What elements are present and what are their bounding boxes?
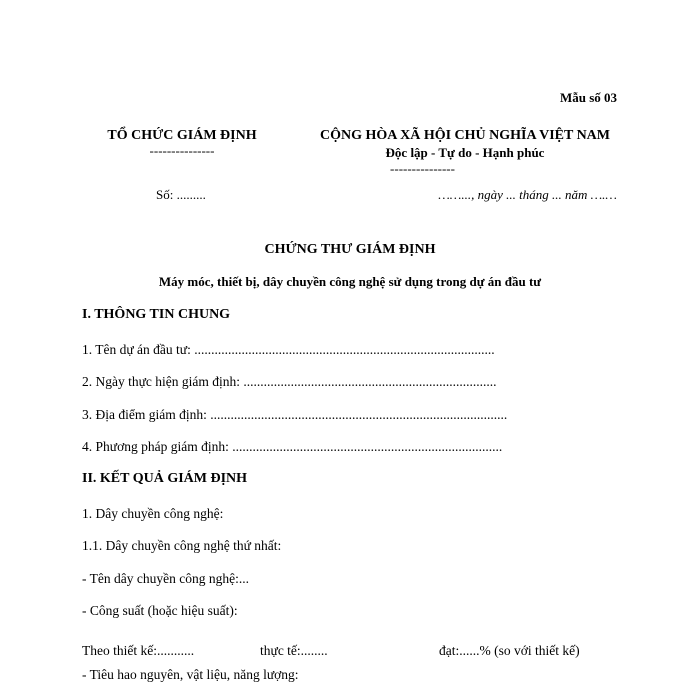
- organization-name: TỔ CHỨC GIÁM ĐỊNH: [107, 128, 257, 143]
- first-tech-line-heading: 1.1. Dây chuyền công nghệ thứ nhất:: [82, 538, 282, 553]
- tech-line-name: - Tên dây chuyền công nghệ:...: [82, 571, 249, 586]
- capacity-line: - Công suất (hoặc hiệu suất):: [82, 603, 238, 618]
- capacity-design: Theo thiết kế:...........: [82, 643, 195, 658]
- section-results-heading: II. KẾT QUẢ GIÁM ĐỊNH: [82, 471, 248, 486]
- national-title: CỘNG HÒA XÃ HỘI CHỦ NGHĨA VIỆT NAM: [319, 128, 610, 143]
- national-rule: ---------------: [390, 161, 455, 176]
- inspection-method-line: 4. Phương pháp giám định: ................................................................................: [82, 439, 503, 454]
- document-title: CHỨNG THƯ GIÁM ĐỊNH: [264, 242, 436, 257]
- inspection-date-line: 2. Ngày thực hiện giám định: ...........................................................................: [82, 374, 497, 389]
- document-date: ……..., ngày ... tháng ... năm ….…: [438, 187, 617, 202]
- section-general-heading: I. THÔNG TIN CHUNG: [82, 307, 231, 322]
- organization-rule: ---------------: [149, 143, 215, 158]
- tech-line-heading: 1. Dây chuyền công nghệ:: [82, 506, 224, 521]
- document-number: Số: .........: [156, 187, 206, 202]
- consumption-line: - Tiêu hao nguyên, vật liệu, năng lượng:: [82, 667, 299, 682]
- project-name-line: 1. Tên dự án đầu tư: .........................................................................................: [82, 342, 495, 357]
- national-motto: Độc lập - Tự do - Hạnh phúc: [385, 145, 545, 160]
- form-number: Mẫu số 03: [559, 90, 617, 105]
- document-subtitle: Máy móc, thiết bị, dây chuyền công nghệ sử dụng trong dự án đầu tư: [158, 274, 542, 289]
- capacity-actual: thực tế:........: [260, 643, 328, 658]
- inspection-location-line: 3. Địa điểm giám định: ........................................................................................: [82, 407, 508, 422]
- capacity-achieved: đạt:......% (so với thiết kế): [439, 643, 580, 658]
